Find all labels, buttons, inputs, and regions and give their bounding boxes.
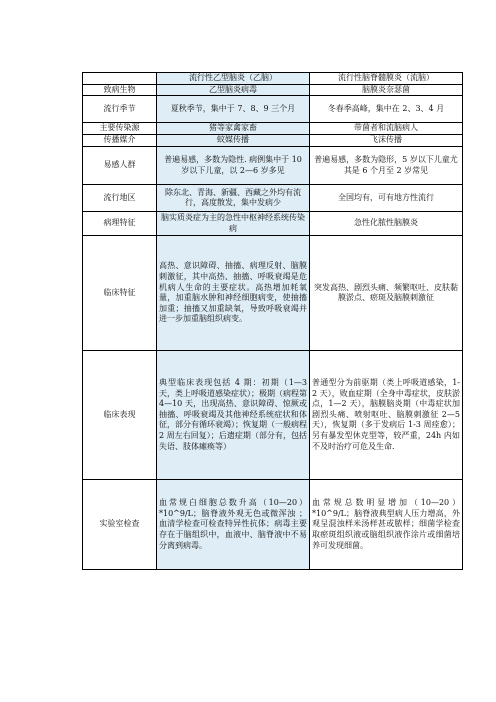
- header-jbe: 流行性乙型脑炎（乙脑）: [157, 73, 310, 85]
- row-label: 病理特征: [83, 212, 157, 236]
- row-susceptible: [83, 147, 463, 185]
- cell-jbe: 猪等家禽家畜: [157, 123, 310, 135]
- row-pathology: [83, 212, 463, 236]
- cell-meningitis: 普遍易感，多数为隐形，5 岁以下儿童尤其是 6 个月至 2 岁常见: [310, 147, 463, 185]
- row-label: 临床特征: [83, 236, 157, 351]
- row-label: 临床表现: [83, 351, 157, 480]
- row-label: 实验室检查: [83, 480, 157, 570]
- cell-meningitis: 急性化脓性脑膜炎: [310, 212, 463, 236]
- cell-jbe: 高热、意识障碍、抽搐、病理反射、脑膜刺激征，其中高热、抽搐、呼吸衰竭是危机病人生命的主要症状。高热增加耗氧量，加重脑水肿和神经细胞病变，使抽搐加重；抽搐又加重缺氧，导致呼吸衰竭并进一步加重脑组织病变。: [157, 236, 310, 351]
- cell-jbe: 蚊媒传播: [157, 135, 310, 147]
- cell-jbe: 乙型脑炎病毒: [157, 84, 310, 96]
- header-corner-cell: [83, 73, 157, 85]
- cell-jbe: 脑实质炎症为主的急性中枢神经系统传染病: [157, 212, 310, 236]
- row-lab-tests: [83, 480, 463, 570]
- cell-jbe: 血常规白细胞总数升高（10—20）*10^9/L；脑脊液外观无色或微浑浊 ；血清学检查可检查特异性抗体；病毒主要存在于脑组织中，血液中、脑脊液中不易分离到病毒。: [157, 480, 310, 570]
- cell-jbe: 夏秋季节，集中于 7、8、9 三个月: [157, 96, 310, 123]
- cell-meningitis: 飞沫传播: [310, 135, 463, 147]
- cell-meningitis: 普通型分为前驱期（类上呼吸道感染，1-2 天），败血症期（全身中毒症状，皮肤淤点，1—2 天），脑膜脑炎期（中毒症状加剧烈头痛、喷射呕吐、脑膜刺激征 2—5 天），恢复期（多于发病后 1-3 周痊愈）；另有暴发型休克型等，较严重，24h 内如不及时治疗可危及生命.: [310, 351, 463, 480]
- row-label: 主要传染源: [83, 123, 157, 135]
- cell-jbe: 典型临床表现包括 4 期：初期（1—3 天，类上呼吸道感染症状）；极期（病程第 4—10 天，出现高热、意识障碍、惊厥或抽搐、呼吸衰竭及其他神经系统症状和体征，部分有循环衰竭）；恢复期（一般病程 2 周左右回复）；后遗症期（部分有，包括失语、肢体瘫痪等）: [157, 351, 310, 480]
- comparison-table: [82, 72, 463, 570]
- cell-meningitis: 冬春季高峰，集中在 2、3、4 月: [310, 96, 463, 123]
- cell-meningitis: 全国均有，可有地方性流行: [310, 185, 463, 212]
- row-clinical-course: [83, 351, 463, 480]
- cell-meningitis: 带菌者和流脑病人: [310, 123, 463, 135]
- row-pathogen: [83, 84, 463, 96]
- cell-meningitis: 血常规总数明显增加（10—20）*10^9/L；脑脊液典型病人压力增高，外观呈混浊样米汤样甚或脓样；细菌学检查取瘀斑组织液或脑组织液作涂片或细菌培养可发现细菌。: [310, 480, 463, 570]
- header-row: [83, 73, 463, 85]
- cell-meningitis: 脑膜炎奈瑟菌: [310, 84, 463, 96]
- row-season: [83, 96, 463, 123]
- row-label: 传播媒介: [83, 135, 157, 147]
- row-region: [83, 185, 463, 212]
- header-epidemic-meningitis: 流行性脑脊髓膜炎（流脑）: [310, 73, 463, 85]
- cell-jbe: 除东北、青海、新疆、西藏之外均有流行，高度散发，集中发病少: [157, 185, 310, 212]
- row-source: [83, 123, 463, 135]
- row-label: 流行地区: [83, 185, 157, 212]
- cell-meningitis: 突发高热、剧烈头痛、频繁呕吐、皮肤黏膜淤点、瘀斑及脑膜刺激征: [310, 236, 463, 351]
- row-label: 致病生物: [83, 84, 157, 96]
- cell-jbe: 普遍易感，多数为隐性. 病例集中于 10 岁以下儿童，以 2—6 岁多见: [157, 147, 310, 185]
- row-clinical-features: [83, 236, 463, 351]
- row-label: 易感人群: [83, 147, 157, 185]
- row-vector: [83, 135, 463, 147]
- row-label: 流行季节: [83, 96, 157, 123]
